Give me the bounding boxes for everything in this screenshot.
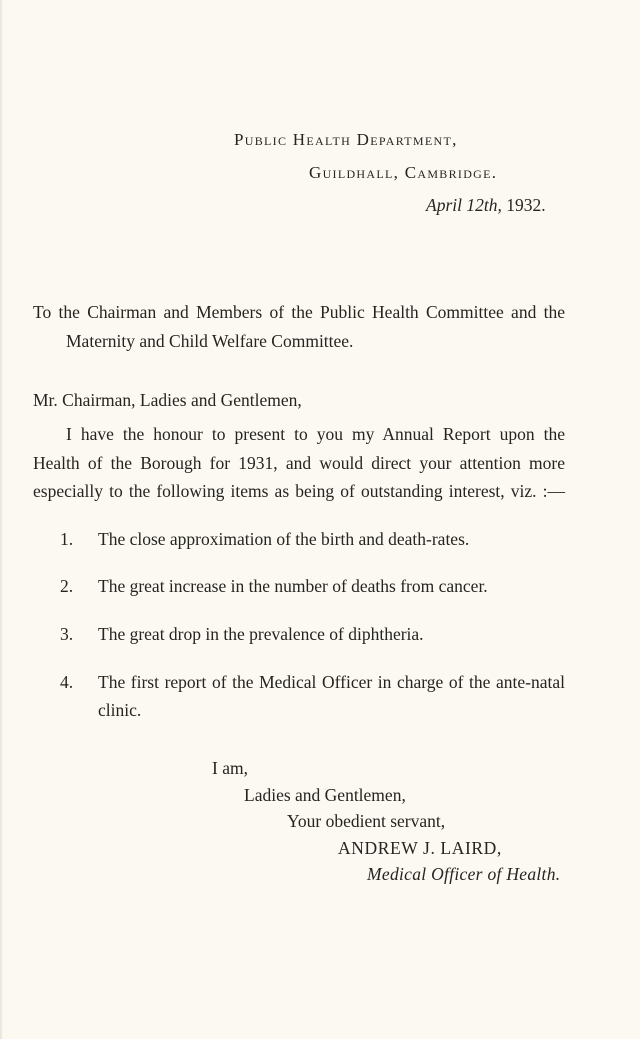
item-text: The close approximation of the birth and death-rates. bbox=[98, 529, 470, 549]
address-heading: Guildhall, Cambridge. bbox=[309, 163, 498, 182]
item-number: 3. bbox=[60, 624, 74, 644]
letter-date bbox=[426, 195, 546, 216]
intro-line-2: Health of the Borough for 1931, and would direct your attention more bbox=[33, 453, 565, 473]
intro-line-1: I have the honour to present to you my Annual Report upon the bbox=[66, 424, 565, 444]
date-year: 1932. bbox=[506, 195, 546, 215]
item-text: The great drop in the prevalence of diphtheria. bbox=[98, 624, 424, 644]
item-number: 1. bbox=[60, 529, 74, 549]
item-number: 2. bbox=[60, 576, 74, 596]
closing-i-am: I am, bbox=[212, 758, 248, 778]
date-month: April bbox=[426, 195, 462, 215]
department-heading: Public Health Department, bbox=[234, 130, 458, 149]
addressee-line-2: Maternity and Child Welfare Committee. bbox=[66, 331, 354, 351]
date-day: 12th, bbox=[466, 195, 502, 215]
closing-servant: Your obedient servant, bbox=[287, 811, 446, 831]
page-edge bbox=[0, 0, 3, 1039]
addressee-line-1: To the Chairman and Members of the Public Health Committee and the bbox=[33, 302, 565, 322]
item-text: The first report of the Medical Officer in charge of the ante-natal bbox=[98, 672, 565, 692]
intro-line-3: especially to the following items as being of outstanding interest, viz. :— bbox=[33, 481, 565, 501]
signatory-title: Medical Officer of Health. bbox=[367, 864, 561, 884]
item-number: 4. bbox=[60, 672, 74, 692]
closing-ladies-gentlemen: Ladies and Gentlemen, bbox=[244, 785, 406, 805]
item-text-continuation: clinic. bbox=[98, 700, 142, 720]
salutation: Mr. Chairman, Ladies and Gentlemen, bbox=[33, 390, 302, 410]
signatory-name: ANDREW J. LAIRD, bbox=[338, 838, 502, 858]
item-text: The great increase in the number of deaths from cancer. bbox=[98, 576, 488, 596]
